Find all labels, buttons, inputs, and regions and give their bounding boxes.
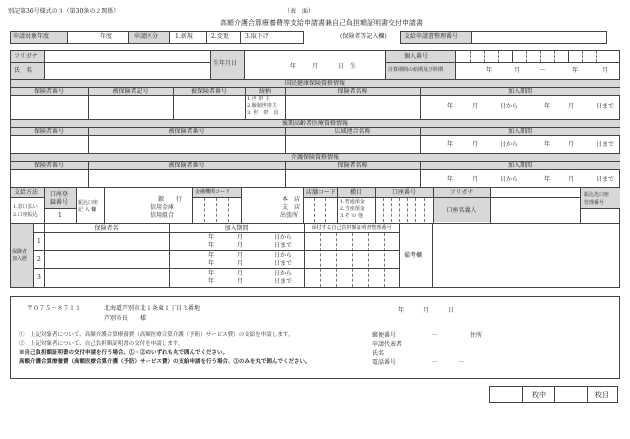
- ins-history-label1: 保険者: [12, 249, 28, 255]
- care-col-insurer-no: 保険者番号: [33, 162, 64, 169]
- period-wave: ～: [540, 67, 547, 74]
- ins-row2-to: 日まで: [274, 260, 293, 267]
- ins-history-label2: 加入歴: [12, 256, 28, 262]
- account-no-label: 口座番号: [391, 189, 416, 196]
- applicant-phone-label: 電話番号: [372, 359, 397, 366]
- ins-row3-m1[interactable]: 月: [237, 270, 244, 277]
- individual-no-label: 個人番号: [404, 53, 429, 60]
- ins-row2-m1[interactable]: 月: [237, 252, 244, 259]
- elder-period-m2[interactable]: 月: [568, 141, 575, 148]
- nhi-col-number: 被保険者番号: [190, 88, 227, 95]
- nhi-period-to: 日まで: [596, 103, 615, 110]
- elder-period-y1[interactable]: 年: [447, 141, 454, 148]
- nhi-period-y1[interactable]: 年: [447, 103, 454, 110]
- elder-col-period: 加入期間: [507, 128, 532, 135]
- ins-row2-no: 2: [37, 256, 41, 263]
- pay-window[interactable]: 1.窓口払い: [13, 204, 38, 210]
- date-day[interactable]: 日: [448, 307, 455, 314]
- elder-period-m1[interactable]: 月: [472, 141, 479, 148]
- ins-row3-no: 3: [37, 274, 41, 281]
- nhi-section-title: 国民健康保険資格情報: [284, 80, 345, 87]
- birth-label: 生年月日: [213, 60, 238, 67]
- credit-union-option[interactable]: 信用金庫: [150, 204, 175, 211]
- care-period-y1[interactable]: 年: [447, 176, 454, 183]
- option-new[interactable]: 1.新規: [175, 33, 193, 40]
- nhi-period-m1[interactable]: 月: [472, 103, 479, 110]
- ins-row1-no: 1: [37, 238, 41, 245]
- mgmt-no-label1: 振込先口座: [584, 192, 610, 198]
- ins-row3-y1[interactable]: 年: [208, 270, 215, 277]
- date-month[interactable]: 月: [423, 307, 430, 314]
- postal-code: 〒０７５－８７１１: [27, 305, 82, 312]
- relation-head[interactable]: 1.世 帯 主: [247, 96, 270, 102]
- nhi-period-y2[interactable]: 年: [544, 103, 551, 110]
- ins-row1-from: 日から: [274, 234, 293, 241]
- ins-row3-y2[interactable]: 年: [208, 278, 215, 285]
- care-section-title: 介護保険資格情報: [290, 154, 339, 161]
- elder-col-union: 広域連合名称: [334, 128, 371, 135]
- option-withdraw[interactable]: 3.取下げ: [245, 33, 269, 40]
- branch-option[interactable]: 支 店: [282, 204, 301, 211]
- branch-code-label: 店舗コード: [306, 189, 337, 196]
- elder-col-insurer-no: 保険者番号: [33, 128, 64, 135]
- nhi-col-insurer-no: 保険者番号: [33, 88, 64, 95]
- care-period-from: 日から: [500, 176, 519, 183]
- form-code: 別記第36号様式の３（第30条の２関係）: [8, 8, 120, 15]
- insurer-fill-label: (保険者等記入欄): [340, 33, 387, 40]
- sub-office-option[interactable]: 出張所: [280, 212, 299, 219]
- ins-row1-to: 日まで: [274, 242, 293, 249]
- period-year2[interactable]: 年: [572, 67, 579, 74]
- holder-name-label: 口座名義人: [446, 207, 477, 214]
- credit-coop-option[interactable]: 信用組合: [150, 212, 175, 219]
- type-current[interactable]: 2.当座預金: [340, 206, 365, 212]
- elder-col-number: 被保険者番号: [168, 128, 205, 135]
- nhi-period-m2[interactable]: 月: [568, 103, 575, 110]
- support-no-label: 支給申請書整理番号: [404, 33, 459, 40]
- ins-col-period: 加入期間: [224, 225, 249, 232]
- period-label: 計算期間の始期及び終期: [388, 67, 444, 73]
- ins-row1-m2[interactable]: 月: [237, 242, 244, 249]
- period-year1[interactable]: 年: [486, 67, 493, 74]
- birth-month[interactable]: 月: [312, 63, 319, 70]
- remarks-label: 備考欄: [404, 252, 423, 259]
- ins-row2-y2[interactable]: 年: [208, 260, 215, 267]
- head-office-option[interactable]: 本 店: [282, 196, 301, 203]
- name-field[interactable]: [50, 66, 200, 76]
- care-col-number: 被保険者番号: [168, 162, 205, 169]
- side-label: （表 面）: [284, 8, 315, 15]
- category-label: 申請区分: [134, 33, 159, 40]
- care-col-insurer-name: 保険者名称: [337, 162, 368, 169]
- ins-col-attach: 添付する自己負担額証明書整理番号: [311, 225, 392, 231]
- pay-method-label: 支給方法: [14, 189, 39, 196]
- declaration-line2[interactable]: ② 上記対象者について、自己負担額証明書の交付を申請します。: [19, 341, 184, 347]
- elder-period-y2[interactable]: 年: [544, 141, 551, 148]
- nhi-period-from: 日から: [500, 103, 519, 110]
- applicant-postal-dash: －: [432, 332, 439, 339]
- current-page-label: 枚目: [595, 391, 609, 399]
- ins-row2-m2[interactable]: 月: [237, 260, 244, 267]
- period-month2[interactable]: 月: [602, 67, 609, 74]
- acc-reg-number[interactable]: 1: [58, 212, 62, 219]
- care-col-period: 加入期間: [507, 162, 532, 169]
- applicant-rep-label: 申請代表者: [372, 341, 403, 348]
- inst-code-label: 金融機関コード: [195, 189, 231, 195]
- name-label: 氏 名: [14, 67, 33, 74]
- furigana-label: フリガナ: [14, 53, 38, 60]
- acc-reg-label2: 録番号: [50, 199, 69, 206]
- relation-pseudo-head[interactable]: 2.擬制世帯主: [247, 103, 277, 109]
- applicant-postal-label: 郵便番号: [372, 332, 397, 339]
- fiscal-year-field[interactable]: 年度: [100, 33, 113, 40]
- ins-col-name: 保険者名: [94, 225, 119, 232]
- option-change[interactable]: 2.変更: [211, 33, 229, 40]
- birth-year[interactable]: 年: [290, 63, 297, 70]
- elder-period-to: 日まで: [596, 141, 615, 148]
- birth-day[interactable]: 日 生: [338, 63, 357, 70]
- transfer-fill-label2: 記 入 欄: [78, 207, 97, 213]
- phone-dash2: －: [458, 359, 465, 366]
- ins-row1-y2[interactable]: 年: [208, 242, 215, 249]
- applicant-name-label: 氏名: [372, 350, 385, 357]
- page-title: 高額介護合算療養費等支給申請書兼自己負担額証明書交付申請書: [220, 19, 423, 27]
- date-year[interactable]: 年: [398, 307, 405, 314]
- ins-row2-y1[interactable]: 年: [208, 252, 215, 259]
- ins-row3-to: 日まで: [274, 278, 293, 285]
- transfer-fill-label1: 振込口座: [78, 200, 99, 206]
- acc-reg-label1: 口座登: [50, 191, 69, 198]
- ins-row2-from: 日から: [274, 252, 293, 259]
- period-month1[interactable]: 月: [514, 67, 521, 74]
- total-pages-label: 枚中: [532, 391, 546, 399]
- fiscal-year-label: 申請対象年度: [13, 33, 50, 40]
- holder-furigana-label: フリガナ: [449, 189, 474, 196]
- applicant-address-label: 住所: [470, 332, 483, 339]
- type-ordinary[interactable]: 1.普通預金: [340, 199, 365, 205]
- care-period-y2[interactable]: 年: [544, 176, 551, 183]
- declaration-note1: ※自己負担額証明書の交付申請を行う場合、①・②のいずれも丸で囲んでください。: [19, 350, 229, 356]
- ins-row3-m2[interactable]: 月: [237, 278, 244, 285]
- pay-transfer[interactable]: 2.口座振込: [13, 212, 38, 218]
- declaration-line1[interactable]: ① 上記対象者について、高額介護合算療養費（高額医療合算介護（予防）サービス費）の支給を申請します。: [19, 332, 294, 338]
- nhi-col-symbol: 被保険者記号: [112, 88, 149, 95]
- nhi-col-period: 加入期間: [507, 88, 532, 95]
- ins-row3-from: 日から: [274, 270, 293, 277]
- ins-row1-y1[interactable]: 年: [208, 234, 215, 241]
- care-period-m2[interactable]: 月: [568, 176, 575, 183]
- mayor-address: 芦別市長 様: [104, 315, 147, 322]
- bank-option[interactable]: 銀 行: [158, 196, 183, 203]
- nhi-col-relation: 続柄: [258, 88, 271, 95]
- city-address: 北海道芦別市北１条東１丁目３番地: [104, 305, 201, 312]
- care-period-m1[interactable]: 月: [472, 176, 479, 183]
- mgmt-no-label2: 管理番号: [584, 200, 605, 206]
- account-type-label: 種目: [349, 189, 362, 196]
- type-other[interactable]: 3.そ の 他: [340, 213, 363, 219]
- elder-section-title: 後期高齢者医療資格情報: [281, 120, 348, 127]
- relation-member[interactable]: 3. 世 帯 員: [247, 110, 279, 116]
- declaration-note2: 高額介護合算療養費（高額医療合算介護（予防）サービス費）の支給申請を行う場合、①のみを丸で囲んでください。: [19, 359, 311, 365]
- phone-dash1: －: [432, 359, 439, 366]
- elder-period-from: 日から: [500, 141, 519, 148]
- ins-row1-m1[interactable]: 月: [237, 234, 244, 241]
- nhi-col-insurer-name: 保険者名称: [337, 88, 368, 95]
- care-period-to: 日まで: [596, 176, 615, 183]
